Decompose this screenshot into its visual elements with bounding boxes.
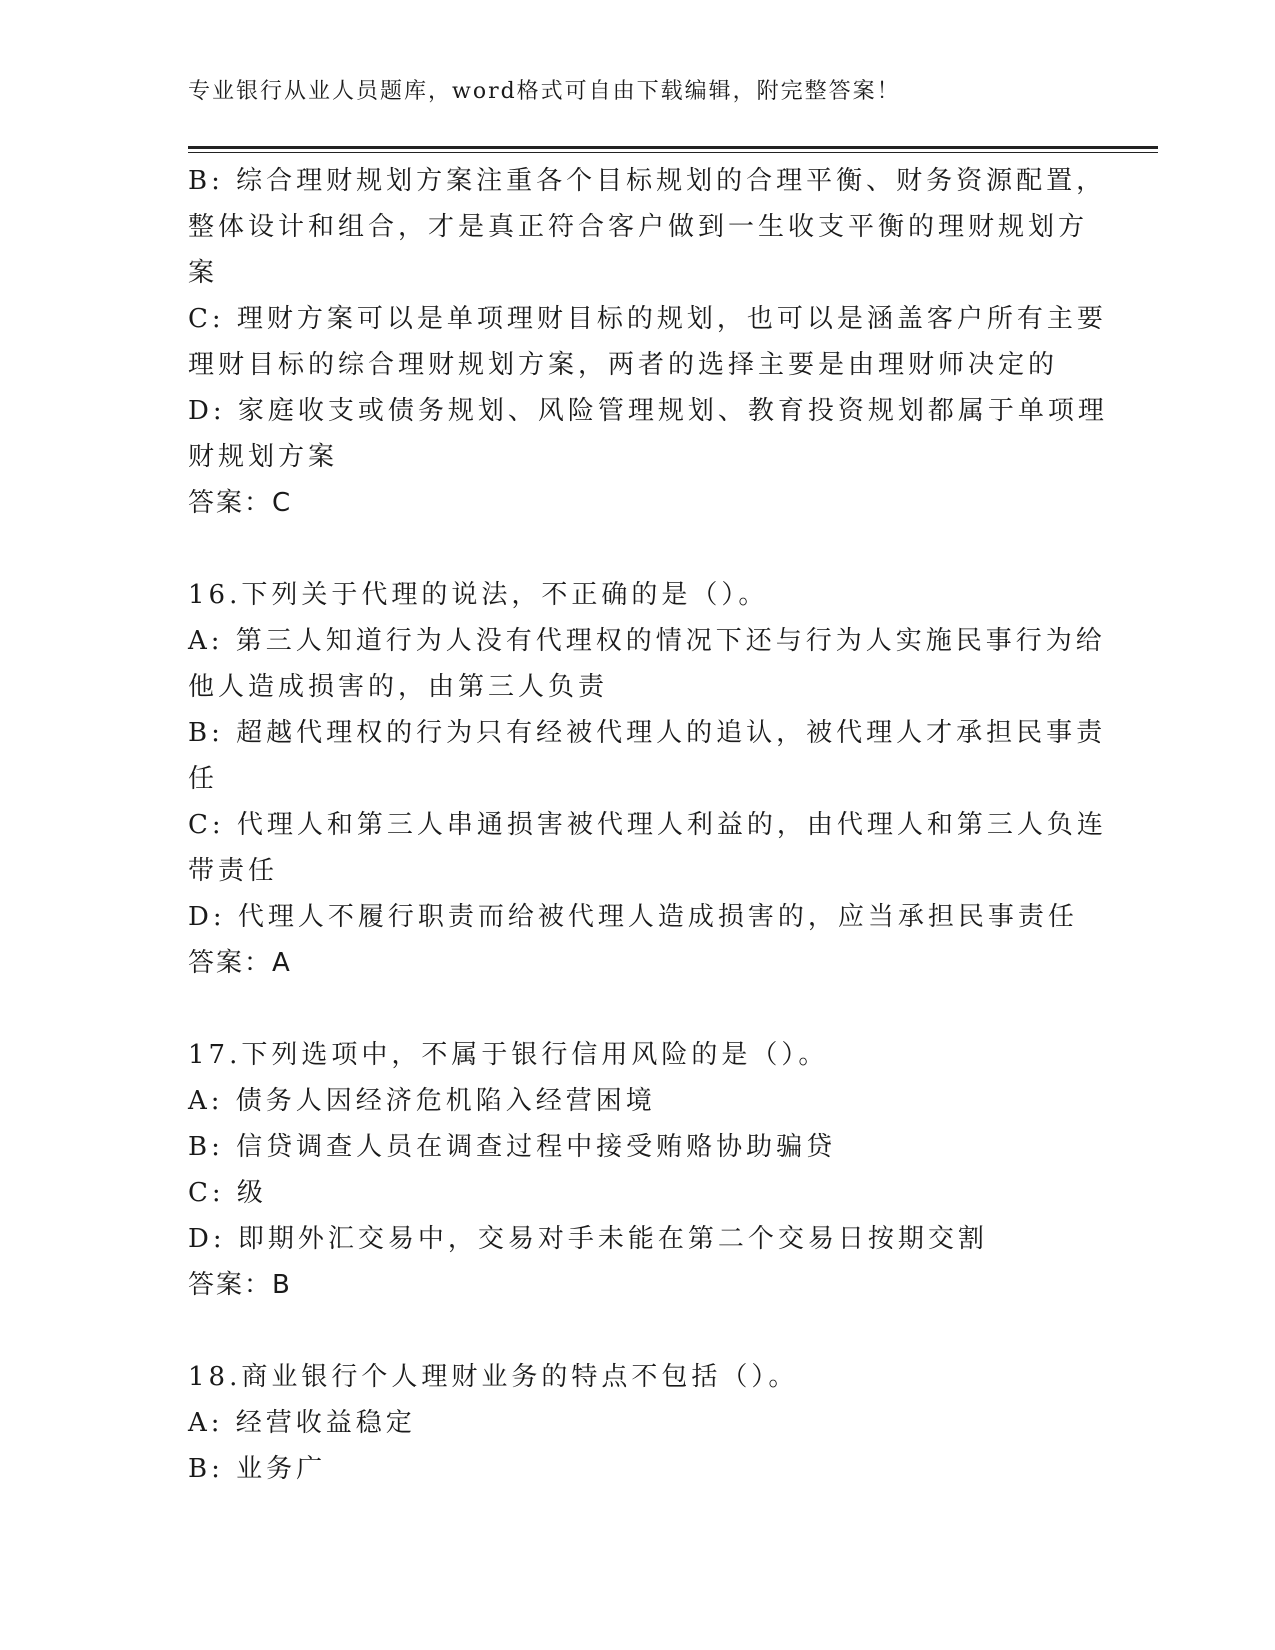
question-16 [188, 572, 1107, 986]
option-c-line: C: 理财方案可以是单项理财目标的规划，也可以是涵盖客户所有主要 [188, 304, 1107, 334]
question-text: 16.下列关于代理的说法，不正确的是（）。 [188, 580, 769, 610]
question-text: 17.下列选项中，不属于银行信用风险的是（）。 [188, 1040, 829, 1070]
answer-label: 答案：B [188, 1270, 292, 1300]
option-b-line: B: 综合理财规划方案注重各个目标规划的合理平衡、财务资源配置， [188, 166, 1107, 196]
option-b-line: 案 [188, 258, 219, 288]
spacer [188, 986, 1088, 1032]
question-15-continued [188, 158, 1108, 526]
option-d-line: D: 即期外汇交易中，交易对手未能在第二个交易日按期交割 [188, 1224, 988, 1254]
spacer [188, 1308, 1088, 1354]
option-a-line: A: 经营收益稳定 [188, 1408, 416, 1438]
answer-label: 答案：C [188, 488, 293, 518]
spacer [188, 526, 1088, 572]
option-b-line: B: 业务广 [188, 1454, 327, 1484]
option-b-line: 整体设计和组合，才是真正符合客户做到一生收支平衡的理财规划方 [188, 212, 1089, 242]
question-18 [188, 1354, 1088, 1492]
option-d-line: D: 家庭收支或债务规划、风险管理规划、教育投资规划都属于单项理 [188, 396, 1108, 426]
answer-label: 答案：A [188, 948, 292, 978]
header-rule-thick [188, 146, 1158, 149]
option-a-line: A: 债务人因经济危机陷入经营困境 [188, 1086, 656, 1116]
option-c-line: 理财目标的综合理财规划方案，两者的选择主要是由理财师决定的 [188, 350, 1059, 380]
option-b-line: B: 信贷调查人员在调查过程中接受贿赂协助骗贷 [188, 1132, 837, 1162]
option-b-line: 任 [188, 764, 219, 794]
option-a-line: 他人造成损害的，由第三人负责 [188, 672, 609, 702]
option-d-line: D: 代理人不履行职责而给被代理人造成损害的，应当承担民事责任 [188, 902, 1078, 932]
page-header: 专业银行从业人员题库，word格式可自由下载编辑，附完整答案！ [188, 79, 901, 104]
option-d-line: 财规划方案 [188, 442, 339, 472]
option-c-line: C: 代理人和第三人串通损害被代理人利益的，由代理人和第三人负连 [188, 810, 1107, 840]
option-a-line: A: 第三人知道行为人没有代理权的情况下还与行为人实施民事行为给 [188, 626, 1106, 656]
option-c-line: C: 级 [188, 1178, 267, 1208]
document-body [188, 158, 1108, 1492]
question-17 [188, 1032, 1088, 1308]
question-text: 18.商业银行个人理财业务的特点不包括（）。 [188, 1362, 799, 1392]
header-rule-thin [188, 152, 1158, 153]
option-b-line: B: 超越代理权的行为只有经被代理人的追认，被代理人才承担民事责 [188, 718, 1107, 748]
option-c-line: 带责任 [188, 856, 279, 886]
